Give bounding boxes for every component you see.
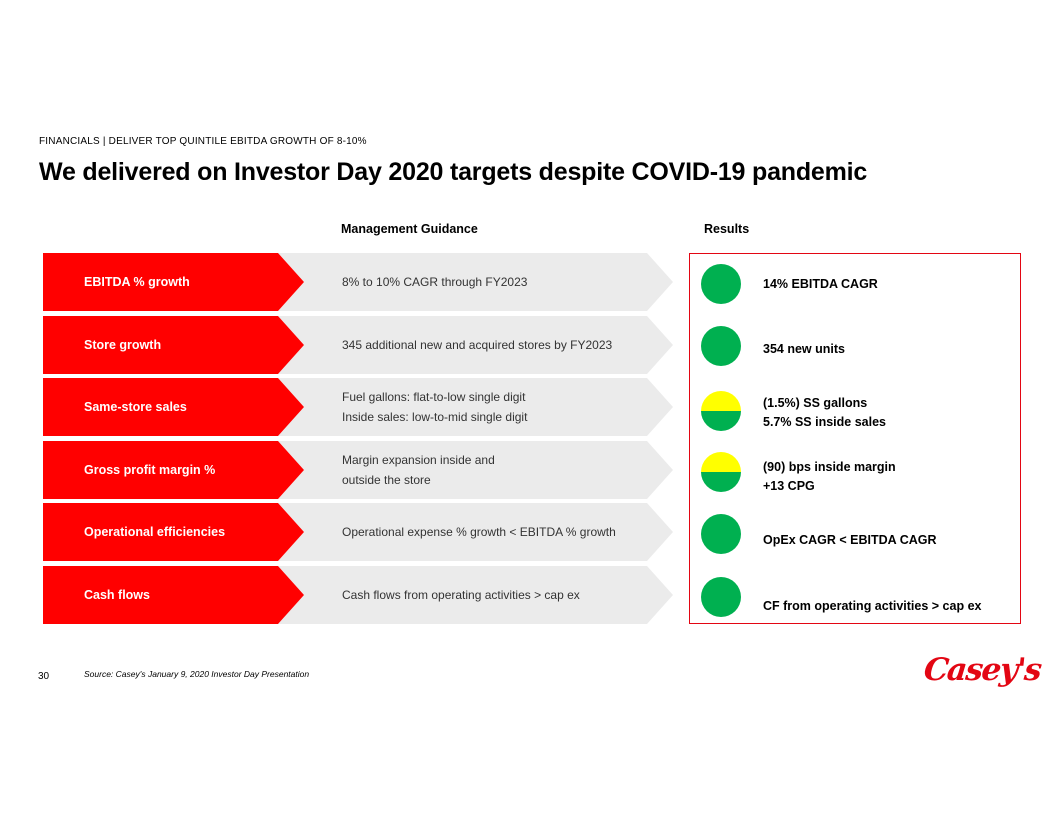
red-chevron-shape	[43, 566, 304, 624]
row-guidance	[342, 503, 652, 561]
result-same-store-sales	[690, 379, 1022, 437]
result-line: 14% EBITDA CAGR	[763, 277, 878, 291]
result-cash-flows	[690, 566, 1022, 624]
guidance-column-header: Management Guidance	[341, 222, 478, 236]
section-kicker: FINANCIALS | DELIVER TOP QUINTILE EBITDA GROWTH OF 8-10%	[39, 136, 367, 147]
row-guidance	[342, 316, 652, 374]
result-text	[763, 340, 845, 359]
row-store-growth	[43, 316, 673, 374]
results-column-header: Results	[704, 222, 750, 236]
guidance-line: 345 additional new and acquired stores by FY2023	[342, 337, 613, 352]
guidance-line: Margin expansion inside and	[342, 452, 495, 467]
result-line: (90) bps inside margin	[763, 460, 896, 474]
guidance-line: outside the store	[342, 472, 431, 487]
guidance-line: 8% to 10% CAGR through FY2023	[342, 275, 528, 289]
guidance-line: Operational expense % growth < EBITDA % growth	[342, 525, 616, 539]
result-ebitda-growth	[690, 254, 1022, 312]
result-line: 354 new units	[763, 342, 845, 356]
row-guidance	[342, 253, 652, 311]
result-text	[763, 597, 981, 616]
result-text	[763, 458, 896, 496]
result-line: +13 CPG	[763, 479, 815, 493]
green-status-icon	[701, 264, 741, 304]
result-store-growth	[690, 316, 1022, 374]
slide-title: We delivered on Investor Day 2020 targets despite COVID-19 pandemic	[39, 158, 868, 186]
row-operational-efficiencies	[43, 503, 673, 561]
row-label: Operational efficiencies	[84, 525, 226, 539]
row-label: Gross profit margin %	[84, 462, 216, 477]
results-box	[689, 253, 1021, 624]
result-text	[763, 531, 937, 550]
result-line: CF from operating activities > cap ex	[763, 599, 982, 613]
row-label: EBITDA % growth	[84, 275, 190, 289]
caseys-logo: Casey's	[922, 652, 1043, 688]
page-number: 30	[38, 671, 50, 682]
guidance-rows	[43, 253, 673, 628]
row-guidance	[342, 566, 652, 624]
result-line: (1.5%) SS gallons	[763, 396, 868, 410]
result-line: OpEx CAGR < EBITDA CAGR	[763, 533, 937, 547]
result-operational-efficiencies	[690, 504, 1022, 562]
row-gross-profit-margin	[43, 441, 673, 499]
row-label: Cash flows	[84, 587, 150, 602]
row-ebitda-growth	[43, 253, 673, 311]
row-guidance	[342, 441, 652, 499]
result-gross-profit-margin	[690, 441, 1022, 499]
row-label: Store growth	[84, 337, 162, 352]
guidance-line: Fuel gallons: flat-to-low single digit	[342, 390, 526, 404]
green-status-icon	[701, 326, 741, 366]
row-label: Same-store sales	[84, 400, 187, 414]
row-same-store-sales	[43, 378, 673, 436]
row-cash-flows	[43, 566, 673, 624]
guidance-line: Cash flows from operating activities > cap ex	[342, 587, 580, 602]
guidance-line: Inside sales: low-to-mid single digit	[342, 410, 528, 424]
result-text	[763, 394, 886, 432]
row-guidance	[342, 378, 652, 436]
half-yellow-half-green-status-icon	[701, 452, 741, 492]
green-status-icon	[701, 577, 741, 617]
source-note: Source: Casey's January 9, 2020 Investor Day Presentation	[84, 669, 310, 679]
red-chevron-shape	[43, 316, 304, 374]
green-status-icon	[701, 514, 741, 554]
result-line: 5.7% SS inside sales	[763, 415, 886, 429]
half-yellow-half-green-status-icon	[701, 391, 741, 431]
result-text	[763, 275, 878, 294]
